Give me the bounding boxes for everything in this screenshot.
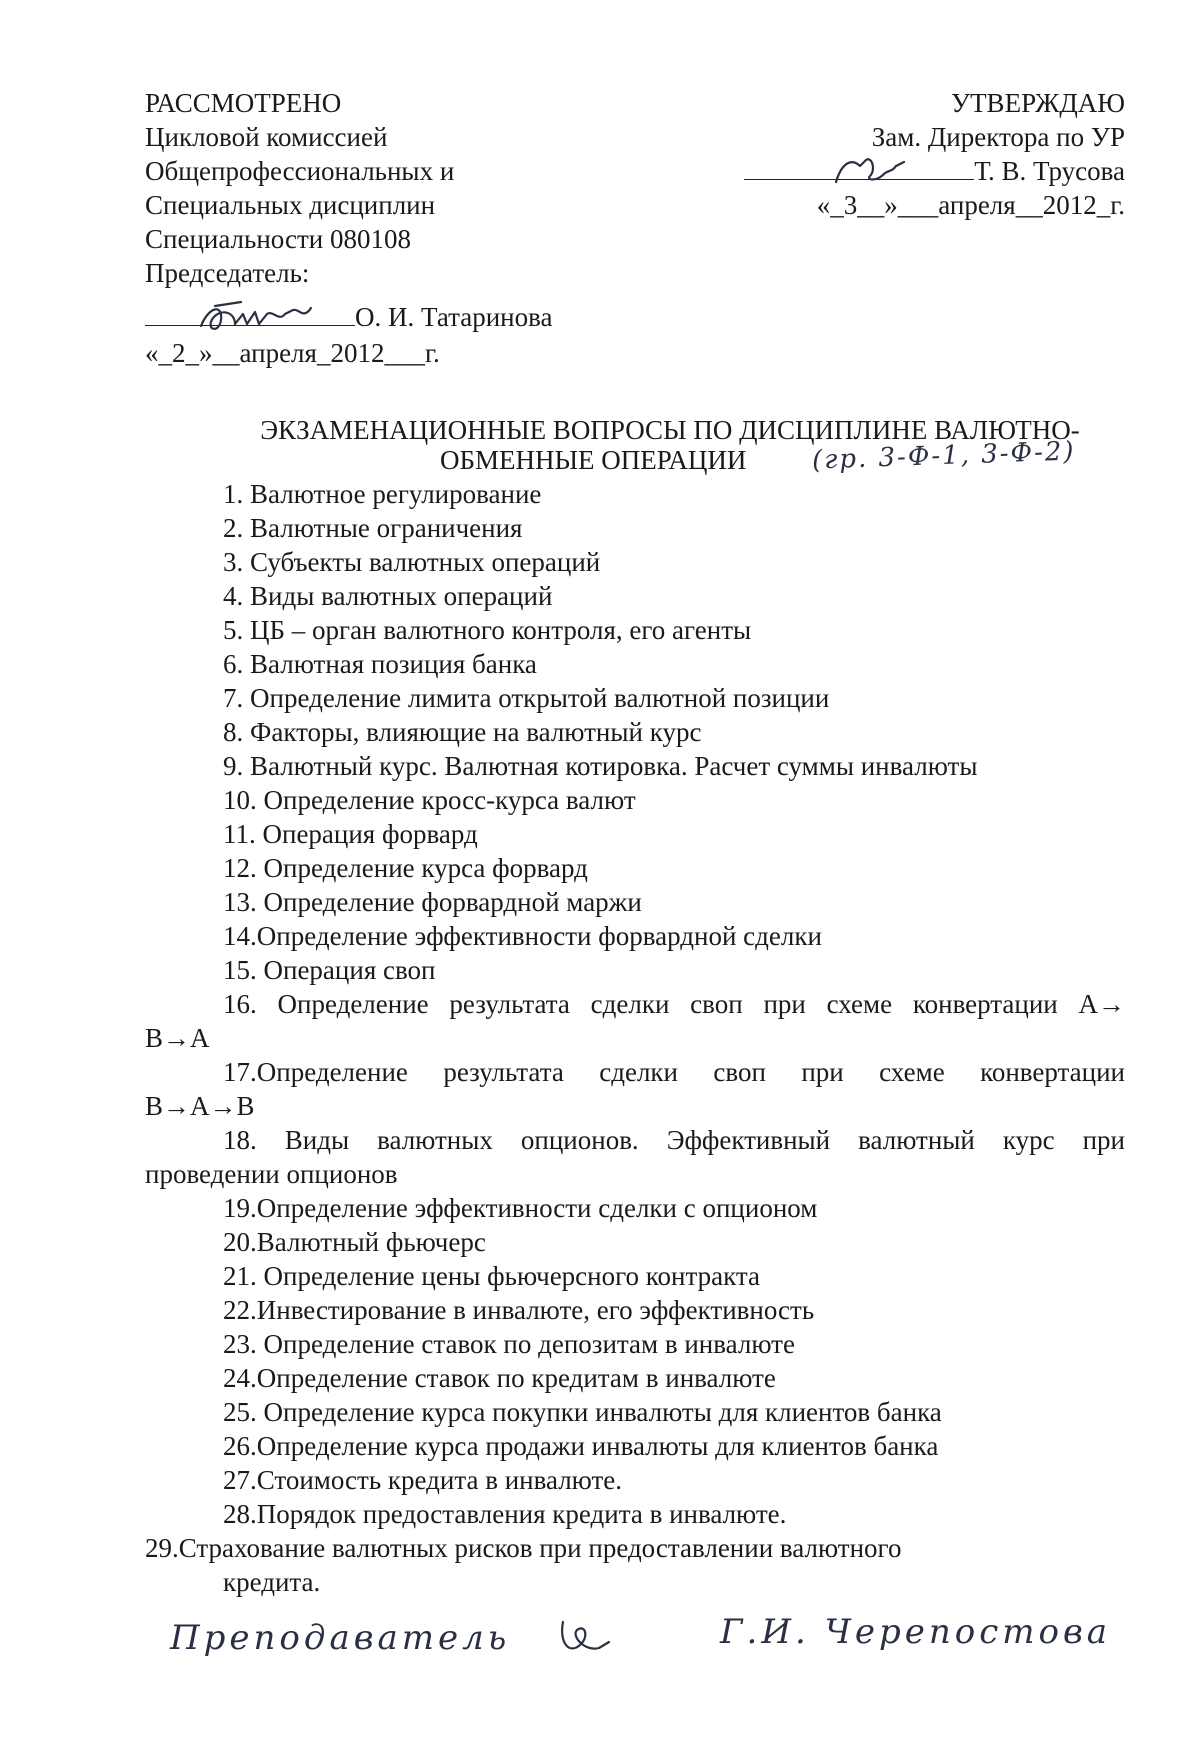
question-continuation: 29.Страхование валютных рисков при предоставлении валютного xyxy=(145,1533,902,1563)
question-text: 18. Виды валютных опционов. Эффективный валютный курс при xyxy=(223,1125,1125,1155)
date-month: апреля xyxy=(239,338,317,368)
commission-line-3: Специальных дисциплин xyxy=(145,190,436,220)
handwritten-teacher-name: Г.И. Черепостова xyxy=(720,1612,1112,1652)
considered-date: «_2_»__апреля_2012___г. xyxy=(145,338,440,368)
question-text: 17.Определение результата сделки своп при схеме конвертации xyxy=(223,1057,1125,1087)
handwritten-teacher-role: Преподаватель xyxy=(170,1618,511,1658)
approve-heading: УТВЕРЖДАЮ xyxy=(950,88,1125,118)
date-year: 2012 xyxy=(1042,190,1097,220)
question-item: 6. Валютная позиция банка xyxy=(223,649,537,679)
question-continuation: В→А→В xyxy=(145,1091,255,1121)
date-suffix: г. xyxy=(1110,190,1125,220)
question-item: 8. Факторы, влияющие на валютный курс xyxy=(223,717,702,747)
question-item: 23. Определение ставок по депозитам в инвалюте xyxy=(223,1329,795,1359)
question-item-wrapped xyxy=(145,1123,1125,1191)
deputy-director-line: Зам. Директора по УР xyxy=(871,122,1125,152)
approver-signature xyxy=(830,152,910,195)
date-suffix: г. xyxy=(424,338,440,368)
approver-signature-line xyxy=(744,154,1125,188)
handwritten-groups-note: (гр. 3-Ф-1, 3-Ф-2) xyxy=(811,436,1077,476)
question-continuation: В→А xyxy=(145,1023,210,1053)
teacher-signature xyxy=(555,1612,615,1667)
question-item: 19.Определение эффективности сделки с опционом xyxy=(223,1193,818,1223)
specialty-line: Специальности 080108 xyxy=(145,224,411,254)
date-day: 3 xyxy=(843,190,858,220)
date-year: 2012 xyxy=(330,338,385,368)
approver-name: Т. В. Трусова xyxy=(974,156,1125,186)
question-item: 26.Определение курса продажи инвалюты для клиентов банка xyxy=(223,1431,939,1461)
question-item-wrapped xyxy=(145,987,1125,1055)
question-item: кредита. xyxy=(223,1567,321,1597)
question-text: 16. Определение результата сделки своп при схеме конвертации А→ xyxy=(223,989,1125,1019)
question-item: 2. Валютные ограничения xyxy=(223,513,523,543)
question-item: 20.Валютный фьючерс xyxy=(223,1227,486,1257)
commission-line-2: Общепрофессиональных и xyxy=(145,156,455,186)
document-title-line-2: ОБМЕННЫЕ ОПЕРАЦИИ xyxy=(440,445,747,475)
question-item: 15. Операция своп xyxy=(223,955,436,985)
approve-date: «_3__»___апреля__2012_г. xyxy=(816,190,1125,220)
question-item: 3. Субъекты валютных операций xyxy=(223,547,601,577)
question-item-wrapped xyxy=(145,1055,1125,1123)
question-item: 25. Определение курса покупки инвалюты для клиентов банка xyxy=(223,1397,942,1427)
considered-heading: РАССМОТРЕНО xyxy=(145,88,342,118)
chair-signature xyxy=(195,300,315,345)
question-item: 5. ЦБ – орган валютного контроля, его агенты xyxy=(223,615,752,645)
question-continuation: проведении опционов xyxy=(145,1159,398,1189)
commission-line: Цикловой комиссией xyxy=(145,122,388,152)
date-month: апреля xyxy=(938,190,1016,220)
date-day: 2 xyxy=(172,338,186,368)
question-item: 14.Определение эффективности форвардной сделки xyxy=(223,921,822,951)
question-item: 11. Операция форвард xyxy=(223,819,478,849)
question-item: 22.Инвестирование в инвалюте, его эффективность xyxy=(223,1295,815,1325)
question-item: 13. Определение форвардной маржи xyxy=(223,887,642,917)
question-item: 12. Определение курса форвард xyxy=(223,853,588,883)
question-item: 10. Определение кросс-курса валют xyxy=(223,785,636,815)
question-item: 21. Определение цены фьючерсного контракта xyxy=(223,1261,760,1291)
question-item: 4. Виды валютных операций xyxy=(223,581,553,611)
question-item: 27.Стоимость кредита в инвалюте. xyxy=(223,1465,623,1495)
question-item: 1. Валютное регулирование xyxy=(223,479,542,509)
question-item: 24.Определение ставок по кредитам в инвалюте xyxy=(223,1363,776,1393)
chair-label: Председатель: xyxy=(145,258,310,288)
question-item: 7. Определение лимита открытой валютной позиции xyxy=(223,683,830,713)
document-title-line-1: ЭКЗАМЕНАЦИОННЫЕ ВОПРОСЫ ПО ДИСЦИПЛИНЕ ВАЛЮТНО- xyxy=(260,415,1080,445)
question-item: 9. Валютный курс. Валютная котировка. Расчет суммы инвалюты xyxy=(223,751,978,781)
chair-name: О. И. Татаринова xyxy=(355,302,553,332)
question-item: 28.Порядок предоставления кредита в инвалюте. xyxy=(223,1499,787,1529)
